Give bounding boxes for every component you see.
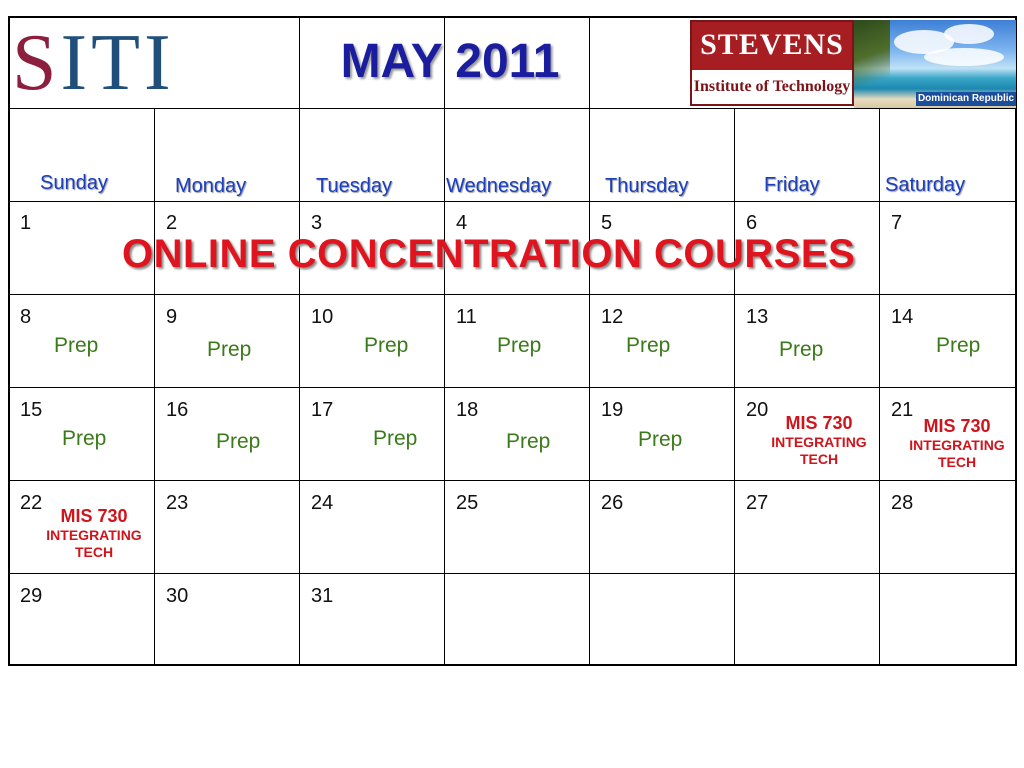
prep-label: Prep — [207, 338, 252, 361]
grid-line — [8, 573, 1017, 574]
date-number: 26 — [601, 492, 624, 514]
course-code: MIS 730 — [60, 506, 128, 526]
date-number: 21 — [891, 399, 914, 421]
date-number: 13 — [746, 306, 769, 328]
month-title: MAY 2011 — [340, 35, 560, 88]
prep-label: Prep — [216, 430, 261, 453]
course-code: MIS 730 — [785, 413, 853, 433]
day-name-monday: Monday — [175, 175, 247, 197]
date-number: 31 — [311, 585, 334, 607]
course-title-line1: INTEGRATING — [771, 434, 867, 450]
date-number: 3 — [311, 212, 323, 234]
date-number: 7 — [891, 212, 903, 234]
day-name-friday: Friday — [764, 174, 820, 196]
date-number: 28 — [891, 492, 914, 514]
date-number: 19 — [601, 399, 624, 421]
date-number: 6 — [746, 212, 758, 234]
date-number: 15 — [20, 399, 43, 421]
date-number: 23 — [166, 492, 189, 514]
prep-label: Prep — [373, 427, 418, 450]
course-mis730 — [896, 416, 1018, 471]
course-title-line2: TECH — [74, 544, 114, 560]
date-number: 20 — [746, 399, 769, 421]
date-number: 9 — [166, 306, 178, 328]
prep-label: Prep — [54, 334, 99, 357]
prep-label: Prep — [626, 334, 671, 357]
dominican-republic-photo — [854, 20, 1016, 108]
date-number: 25 — [456, 492, 479, 514]
stevens-logo-name: STEVENS — [700, 28, 844, 61]
prep-label: Prep — [506, 430, 551, 453]
grid-line — [8, 201, 1017, 202]
day-name-thursday: Thursday — [605, 175, 689, 197]
grid-line — [8, 480, 1017, 481]
stevens-logo — [690, 20, 854, 106]
date-number: 29 — [20, 585, 43, 607]
day-name-wednesday: Wednesday — [446, 175, 552, 197]
date-number: 4 — [456, 212, 468, 234]
course-mis730 — [32, 506, 156, 561]
online-courses-banner: ONLINE CONCENTRATION COURSES — [122, 232, 856, 276]
course-title-line2: TECH — [799, 451, 839, 467]
prep-label: Prep — [638, 428, 683, 451]
photo-label: Dominican Republic — [917, 93, 1015, 104]
prep-label: Prep — [779, 338, 824, 361]
day-name-sunday: Sunday — [40, 172, 108, 194]
date-number: 12 — [601, 306, 624, 328]
date-number: 18 — [456, 399, 479, 421]
date-number: 30 — [166, 585, 189, 607]
course-code: MIS 730 — [923, 416, 991, 436]
date-number: 17 — [311, 399, 334, 421]
date-number: 27 — [746, 492, 769, 514]
day-name-tuesday: Tuesday — [316, 175, 392, 197]
grid-line — [8, 387, 1017, 388]
course-mis730 — [758, 413, 880, 468]
date-number: 11 — [456, 306, 477, 328]
prep-label: Prep — [62, 427, 107, 450]
date-number: 24 — [311, 492, 334, 514]
date-number: 14 — [891, 306, 914, 328]
date-number: 8 — [20, 306, 32, 328]
course-title-line2: TECH — [937, 454, 977, 470]
course-title-line1: INTEGRATING — [46, 527, 142, 543]
date-number: 1 — [20, 212, 32, 234]
stevens-logo-subtitle: Institute of Technology — [692, 70, 852, 104]
grid-line — [8, 294, 1017, 295]
date-number: 5 — [601, 212, 613, 234]
date-number: 2 — [166, 212, 178, 234]
prep-label: Prep — [364, 334, 409, 357]
prep-label: Prep — [497, 334, 542, 357]
date-number: 10 — [311, 306, 334, 328]
prep-label: Prep — [936, 334, 981, 357]
date-number: 16 — [166, 399, 189, 421]
day-name-saturday: Saturday — [885, 174, 966, 196]
grid-line — [8, 108, 1017, 109]
course-title-line1: INTEGRATING — [909, 437, 1005, 453]
date-number: 22 — [20, 492, 43, 514]
siti-logo: SITI — [12, 20, 192, 106]
